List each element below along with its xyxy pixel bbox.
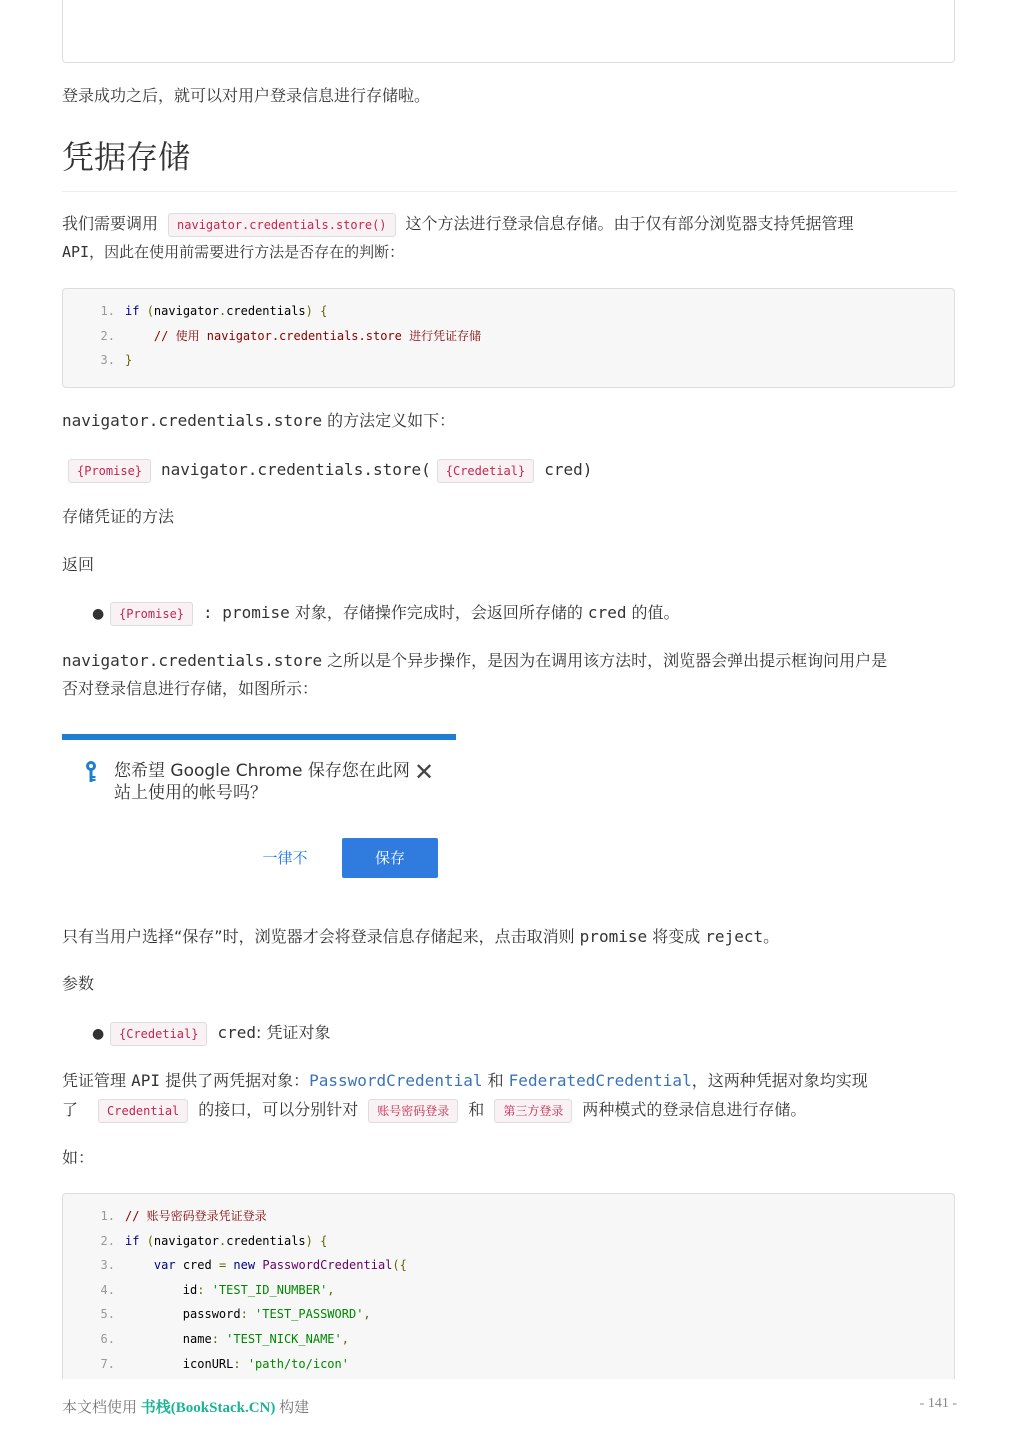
params-list-item: {Credetial} cred: 凭证对象	[102, 1019, 331, 1047]
returns-heading: 返回	[62, 555, 95, 574]
line-number: 3.	[100, 1258, 115, 1273]
password-credential-link[interactable]: PasswordCredential	[309, 1071, 483, 1090]
code-token: :	[211, 1332, 227, 1346]
intro-paragraph: 登录成功之后，就可以对用户登录信息进行存储啦。	[62, 86, 431, 105]
never-button[interactable]: 一律不	[262, 849, 308, 867]
code-token: .	[218, 304, 227, 318]
line-number: 1.	[100, 304, 115, 318]
code-token: ,	[363, 1307, 371, 1322]
code-block-check	[62, 288, 955, 388]
method-definition-intro: navigator.credentials.store 的方法定义如下：	[62, 411, 456, 430]
code-line	[63, 324, 481, 348]
code-token: :	[233, 1356, 248, 1371]
line-number: 1.	[100, 1209, 115, 1223]
code-token: ,	[327, 1282, 335, 1297]
code-token: password	[125, 1307, 241, 1322]
code-token: credentials	[226, 304, 306, 318]
bullet: ●	[92, 606, 105, 622]
key-icon	[82, 760, 100, 784]
inline-tag-third-party-login: 第三方登录	[494, 1099, 572, 1123]
code-token: if	[125, 304, 147, 318]
code-token: ) {	[305, 1233, 328, 1248]
code-token: name	[125, 1332, 212, 1346]
code-token: :	[240, 1307, 256, 1322]
code-line	[63, 348, 132, 372]
paragraph-store-intro-line2: API，因此在使用前需要进行方法是否存在的判断：	[62, 243, 405, 261]
code-line	[63, 1302, 371, 1326]
credential-types-paragraph-line2: 了 Credential 的接口，可以分别针对 账号密码登录 和 第三方登录 两种模式的登录信息进行存储。	[62, 1096, 806, 1124]
previous-code-block-end	[62, 0, 955, 63]
bookstack-link[interactable]: 书栈(BookStack.CN)	[140, 1400, 276, 1416]
code-token: 'TEST_ID_NUMBER'	[211, 1282, 328, 1297]
code-token: }	[125, 353, 133, 368]
paragraph-store-intro: 我们需要调用 navigator.credentials.store() 这个方法进行登录信息存储。由于仅有部分浏览器支持凭据管理	[62, 210, 854, 238]
code-token: credentials	[226, 1233, 306, 1248]
line-number: 6.	[100, 1332, 115, 1346]
dialog-message: 您希望 Google Chrome 保存您在此网站上使用的帐号吗？	[114, 761, 410, 803]
param-type-chip: {Credetial}	[437, 459, 534, 483]
line-number: 3.	[100, 353, 115, 368]
credential-types-paragraph: 凭证管理 API 提供了两凭据对象：PasswordCredential 和 FederatedCredential，这两种凭据对象均实现	[62, 1071, 868, 1090]
inline-code-store: navigator.credentials.store()	[168, 213, 396, 237]
code-token: 'path/to/icon'	[247, 1356, 349, 1371]
chrome-save-dialog-image	[62, 734, 456, 898]
code-token	[125, 1258, 154, 1272]
returns-list-item: {Promise} : promise 对象，存储操作完成时，会返回所存储的 cred 的值。	[102, 599, 680, 627]
line-number: 2.	[100, 328, 115, 343]
return-type-chip: {Promise}	[68, 459, 151, 483]
inline-code-credential: Credential	[98, 1099, 188, 1123]
code-block-password-credential	[62, 1193, 955, 1379]
line-number: 5.	[100, 1307, 115, 1322]
save-button[interactable]: 保存	[342, 838, 438, 878]
code-token: (	[146, 304, 154, 318]
code-token: .	[218, 1233, 227, 1248]
code-line	[63, 1229, 327, 1253]
params-heading: 参数	[62, 974, 95, 993]
inline-tag-password-login: 账号密码登录	[368, 1099, 458, 1123]
code-line	[63, 1253, 407, 1277]
example-label: 如：	[62, 1148, 95, 1167]
dialog-top-bar	[62, 734, 456, 740]
async-paragraph-line2: 否对登录信息进行存储，如图所示：	[62, 679, 319, 698]
code-token: // 账号密码登录凭证登录	[125, 1209, 267, 1223]
code-line	[63, 1352, 349, 1376]
code-token: var	[153, 1258, 176, 1273]
code-line	[63, 1278, 335, 1302]
save-behavior-paragraph: 只有当用户选择“保存”时，浏览器才会将登录信息存储起来，点击取消则 promise 将变成 reject。	[62, 927, 780, 946]
code-token: =	[218, 1258, 227, 1273]
code-line	[63, 299, 327, 323]
returns-type-chip: {Promise}	[110, 602, 193, 626]
code-token: new	[233, 1258, 256, 1273]
section-heading: 凭据存储	[62, 134, 957, 192]
code-line	[63, 1204, 267, 1228]
code-token: cred	[175, 1258, 219, 1273]
code-token: ({	[392, 1258, 407, 1273]
code-token: ,	[341, 1332, 349, 1346]
code-token: // 使用 navigator.credentials.store 进行凭证存储	[125, 328, 482, 343]
code-token: :	[197, 1282, 212, 1297]
code-line	[63, 1327, 349, 1351]
federated-credential-link[interactable]: FederatedCredential	[508, 1071, 692, 1090]
code-token: iconURL	[125, 1356, 234, 1371]
code-token: navigator	[153, 304, 219, 318]
line-number: 4.	[100, 1282, 115, 1297]
param-type-chip: {Credetial}	[110, 1022, 207, 1046]
code-token: ) {	[305, 304, 328, 318]
code-token: 'TEST_PASSWORD'	[255, 1307, 364, 1322]
method-signature: {Promise} navigator.credentials.store( {Credetial} cred)	[62, 456, 592, 484]
running-footer: 本文档使用 书栈(BookStack.CN) 构建	[62, 1400, 310, 1416]
async-paragraph: navigator.credentials.store 之所以是个异步操作，是因为在调用该方法时，浏览器会弹出提示框询问用户是	[62, 651, 888, 670]
code-token: id	[125, 1282, 198, 1297]
close-icon[interactable]: ✕	[414, 758, 435, 786]
code-token: PasswordCredential	[262, 1258, 393, 1273]
line-number: 2.	[100, 1233, 115, 1248]
code-token: navigator	[153, 1233, 219, 1248]
bullet: ●	[92, 1026, 105, 1042]
line-number: 7.	[100, 1356, 115, 1371]
method-description: 存储凭证的方法	[62, 507, 175, 526]
code-token: 'TEST_NICK_NAME'	[226, 1332, 342, 1346]
code-token: if	[125, 1233, 147, 1248]
page-number: - 141 -	[919, 1396, 957, 1411]
code-token: (	[146, 1233, 154, 1248]
